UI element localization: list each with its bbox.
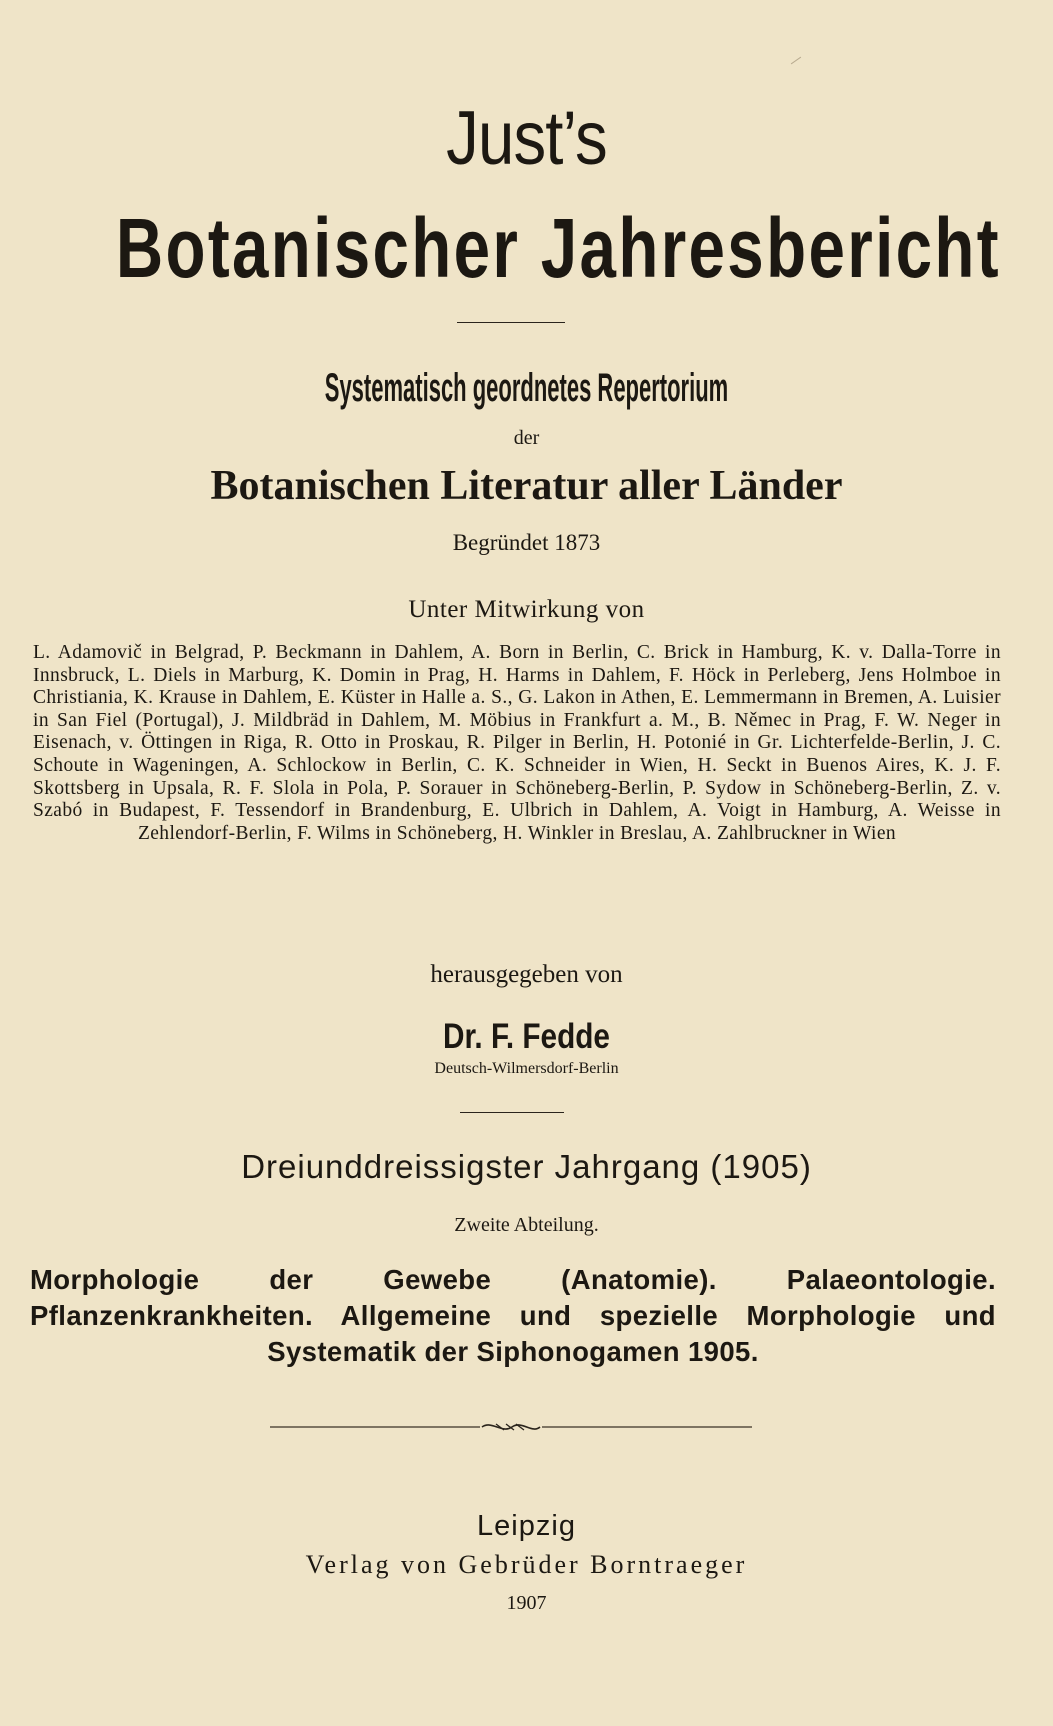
subtitle-repertorium: Systematisch geordnetes Repertorium <box>324 366 729 410</box>
subtitle-der: der <box>513 427 540 449</box>
volume-contents: Morphologie der Gewebe (Anatomie). Palaeontologie. Pflanzenkrankheiten. Allgemeine und spezielle Morphologie und Systematik der Siphonogamen 1905. <box>30 1264 996 1367</box>
imprint-year: 1907 <box>506 1592 547 1614</box>
page-mark <box>791 57 801 65</box>
imprint-city: Leipzig <box>477 1510 576 1542</box>
title-line-1: Just’s <box>446 96 607 181</box>
title-line-2: Botanischer Jahresbericht <box>115 201 1001 295</box>
imprint-publisher: Verlag von Gebrüder Borntraeger <box>305 1550 748 1579</box>
divider-top <box>457 322 565 323</box>
contributors-list: L. Adamovič in Belgrad, P. Beckmann in Dahlem, A. Born in Berlin, C. Brick in Hamburg, K. v. Dalla-Torre in Innsbruck, L. Diels in Marburg, K. Domin in Prag, H. Harms in Dahlem, F. Höck in Perleberg, Jens Holmboe in Christiania, K. Krause in Dahlem, E. Küster in Halle a. S., G. Lakon in Athen, E. Lemmermann in Bremen, A. Luisier in San Fiel (Portugal), J. Mildbräd in Dahlem, M. Möbius in Frankfurt a. M., B. Němec in Prag, F. W. Neger in Eisenach, v. Öttingen in Riga, R. Otto in Proskau, R. Pilger in Berlin, H. Potonié in Gr. Lichterfelde-Berlin, J. C. Schoute in Wageningen, A. Schlockow in Berlin, C. K. Schneider in Wien, H. Seckt in Buenos Aires, K. J. F. Skottsberg in Upsala, R. F. Slola in Pola, P. Sorauer in Schöneberg-Berlin, P. Sydow in Schöneberg-Berlin, Z. v. Szabó in Budapest, F. Tessendorf in Brandenburg, E. Ulbrich in Dahlem, A. Voigt in Hamburg, A. Weisse in Zehlendorf-Berlin, F. Wilms in Schöneberg, H. Winkler in Breslau, A. Zahlbruckner in Wien <box>33 642 1001 844</box>
subtitle-literatur: Botanischen Literatur aller Länder <box>210 463 843 509</box>
volume-jahrgang: Dreiunddreissigster Jahrgang (1905) <box>241 1148 812 1185</box>
founded-line: Begründet 1873 <box>452 530 601 555</box>
ornament-divider <box>270 1420 752 1434</box>
editor-name: Dr. F. Fedde <box>443 1017 610 1056</box>
volume-abteilung: Zweite Abteilung. <box>454 1214 599 1236</box>
divider-middle <box>460 1112 564 1113</box>
editor-intro: herausgegeben von <box>430 961 623 988</box>
contributors-intro: Unter Mitwirkung von <box>408 596 645 623</box>
editor-location: Deutsch-Wilmersdorf-Berlin <box>434 1060 619 1077</box>
